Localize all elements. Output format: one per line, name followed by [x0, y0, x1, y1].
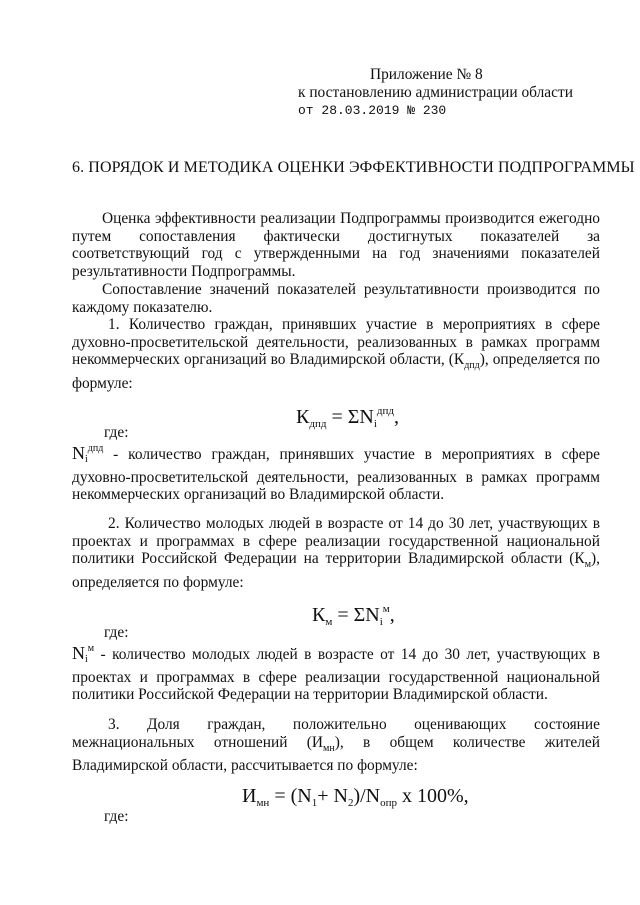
formula-1: $К_{дпд} = \Sigma N_i^{дпд}$, — [296, 405, 399, 430]
appendix-date: от 28.03.2019 № 230 — [298, 103, 447, 118]
item-1-paragraph: 1. Количество граждан, принявших участие в мероприятиях в сфере духовно-просветительской деятельности, реализованных в рамках программ некоммерческих организаций во Владимирской области, $(К_{дпд})$, определяется по формуле: — [72, 316, 600, 392]
appendix-subtitle: к постановлению администрации области — [298, 84, 573, 101]
item-2-definition: $N_i^м$ - количество молодых людей в возрасте от 14 до 30 лет, участвующих в проектах и программах в сфере реализации государственной национальной политики Российской Федерации на территории Владимирской области. — [72, 643, 600, 704]
formula-2: $К_м = \Sigma N_i^м$, — [312, 603, 395, 628]
where-label-2: где: — [104, 624, 129, 641]
item-1-definition: $N_i^{дпд}$ - количество граждан, принявших участие в мероприятиях в сфере духовно-просветительской деятельности, реализованных в рамках программ некоммерческих организаций во Владимирской области. — [72, 443, 600, 504]
section-title: 6. ПОРЯДОК И МЕТОДИКА ОЦЕНКИ ЭФФЕКТИВНОСТИ ПОДПРОГРАММЫ — [72, 159, 635, 176]
where-label-1: где: — [104, 424, 129, 441]
item-3-paragraph: 3. Доля граждан, положительно оценивающих состояние межнациональных отношений $(И_{мн})$, в общем количестве жителей Владимирской области, рассчитывается по формуле: — [72, 716, 600, 775]
formula-3: $И_{мн} = (N_1+ N_2)/N_{опр}$ x 100%, — [242, 785, 469, 809]
intro-paragraph-1: Оценка эффективности реализации Подпрограммы производится ежегодно путем сопоставления фактически достигнутых показателей за соответствующий год с утвержденными на год значениями показателей результативности Подпрограммы. — [72, 210, 600, 280]
item-2-paragraph: 2. Количество молодых людей в возрасте от 14 до 30 лет, участвующих в проектах и программах в сфере реализации государственной национальной политики Российской Федерации на территории Владимирской области $(К_м)$, определяется по формуле: — [72, 515, 600, 591]
appendix-number: Приложение № 8 — [370, 66, 483, 83]
intro-paragraph-2: Сопоставление значений показателей результативности производится по каждому показателю. — [72, 281, 600, 316]
where-label-3: где: — [104, 808, 129, 825]
